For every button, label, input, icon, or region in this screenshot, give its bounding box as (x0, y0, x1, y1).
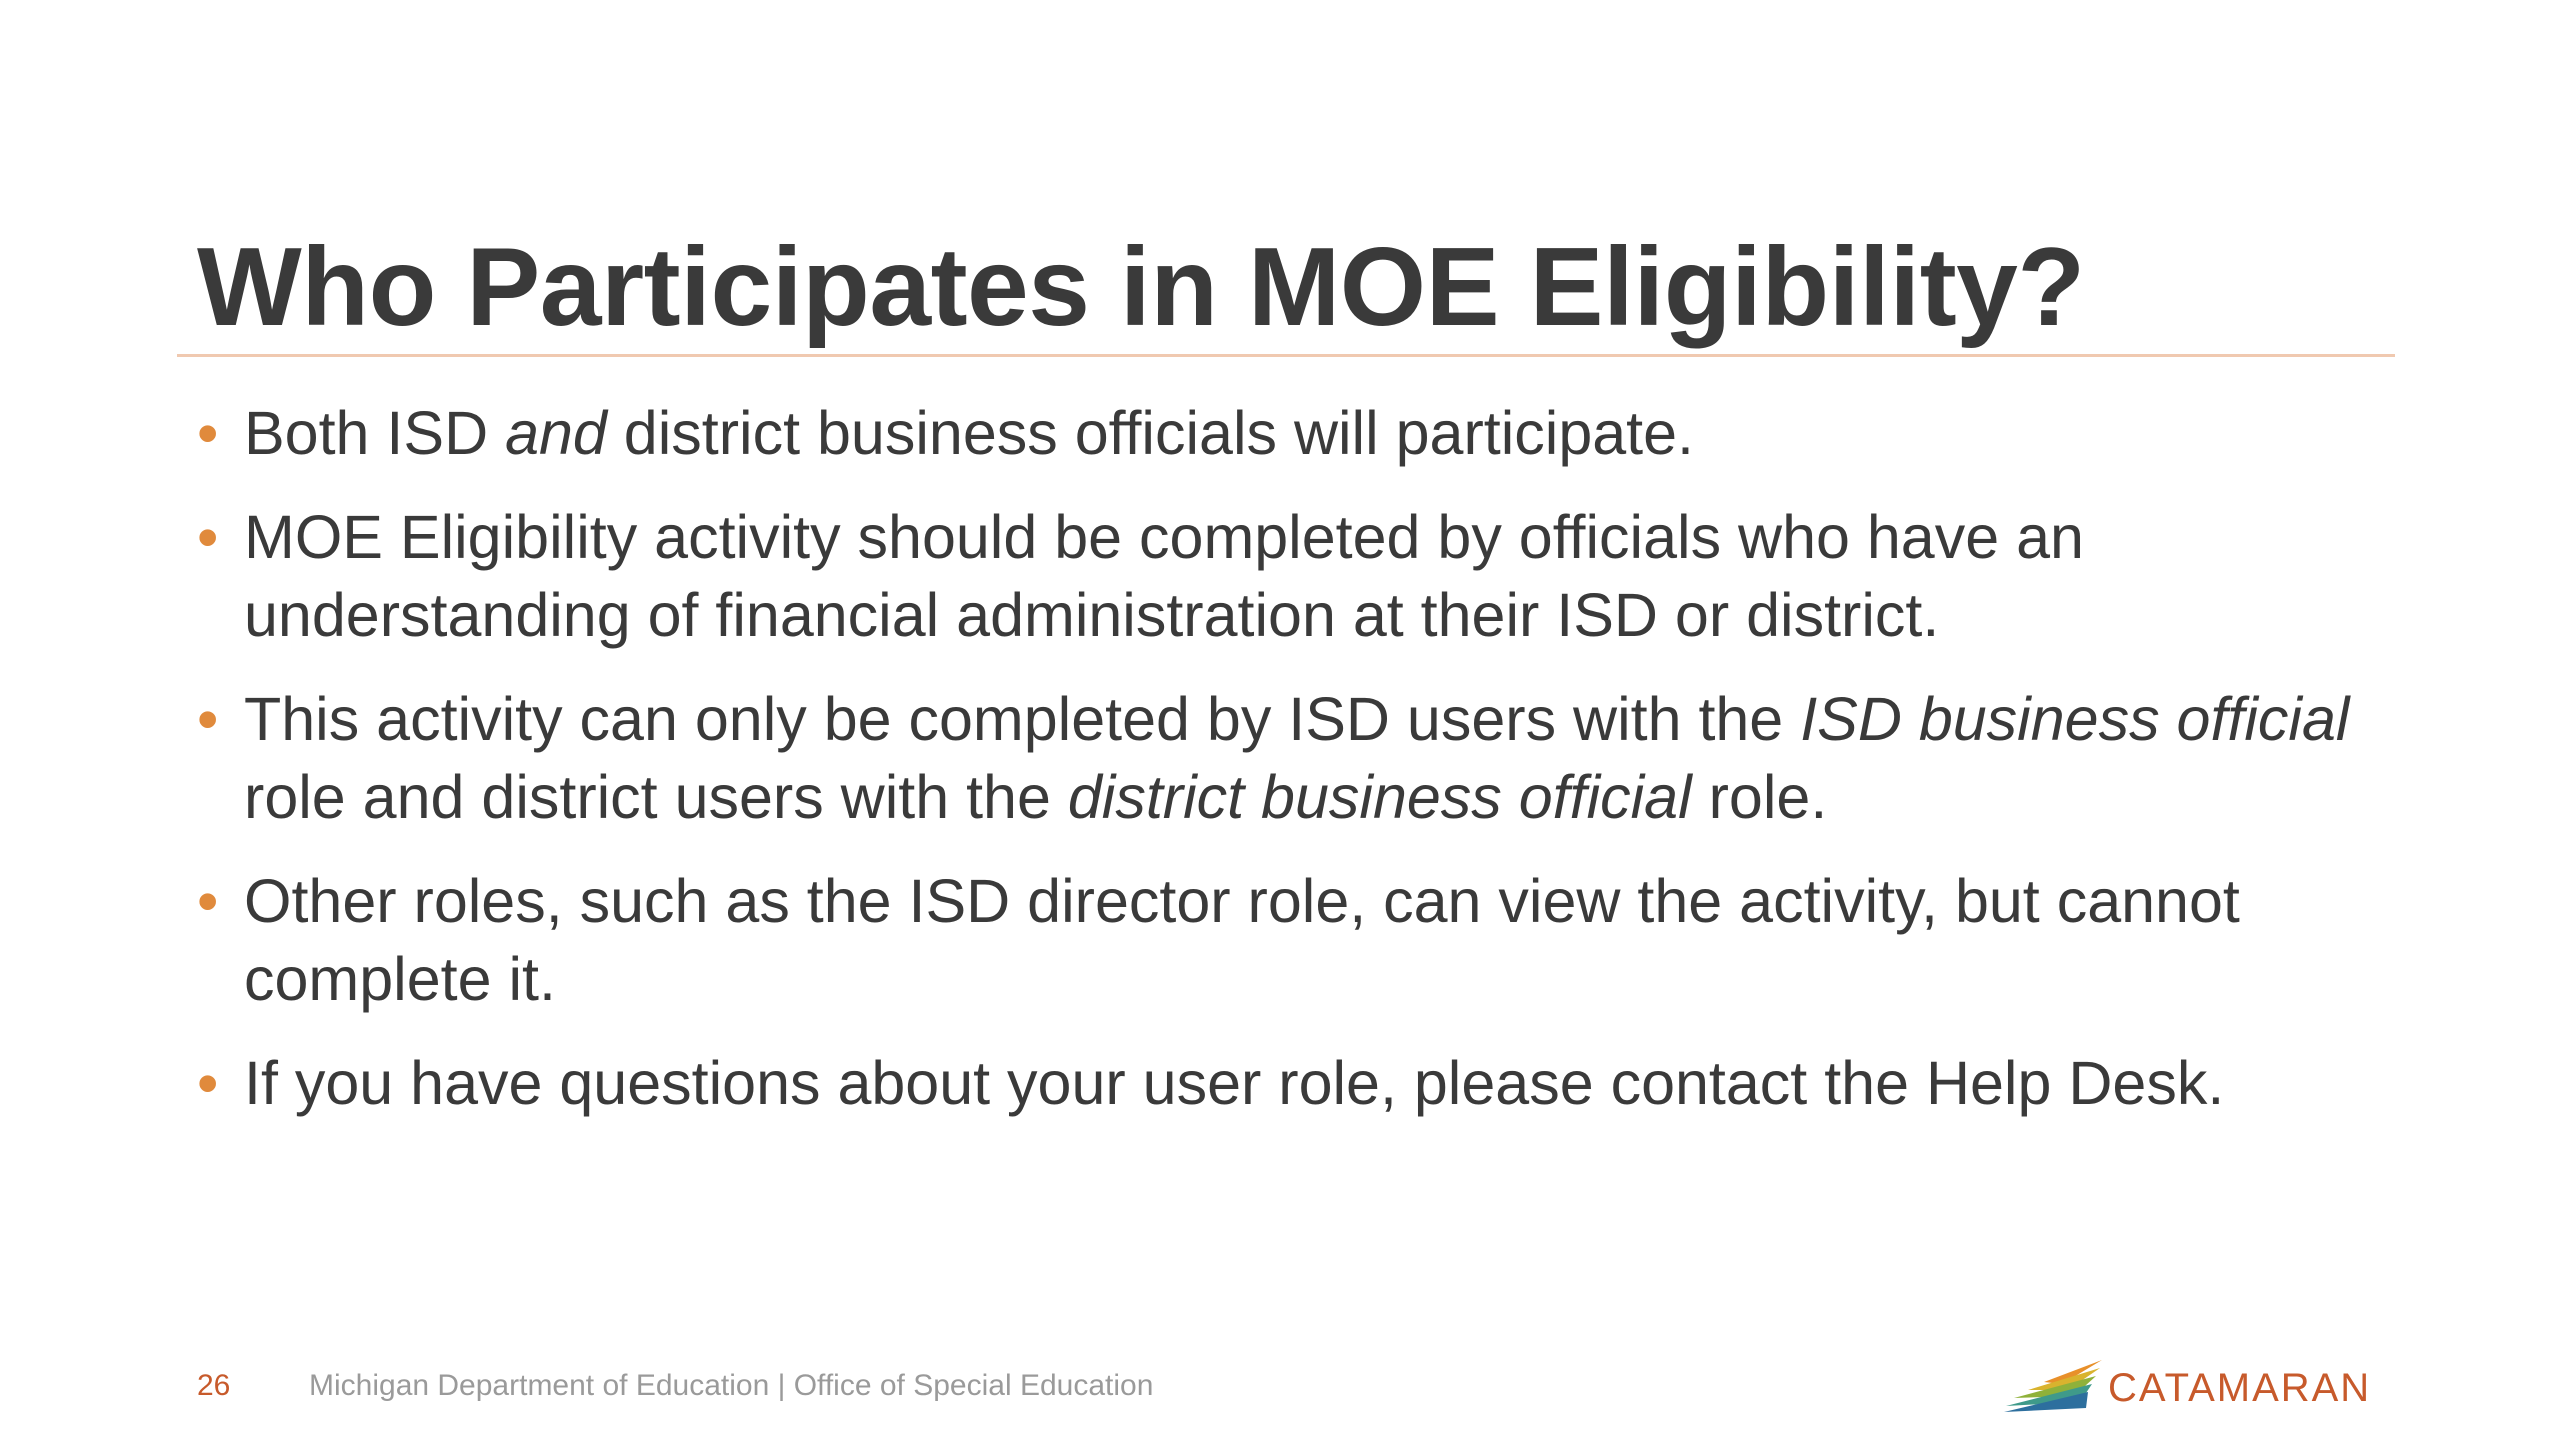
bullet-text: If you have questions about your user role, please contact the Help Desk. (244, 1049, 2225, 1117)
page-number: 26 (197, 1369, 231, 1402)
bullet-text: role. (1691, 763, 1828, 831)
bullet-text: role and district users with the (244, 763, 1068, 831)
title-divider (177, 354, 2395, 357)
bullet-text: Both ISD (244, 399, 506, 467)
bullet-text: This activity can only be completed by ISD users with the (244, 685, 1801, 753)
bullet-dot-icon: • (197, 685, 219, 753)
bullet-text-italic: ISD business official (1800, 685, 2350, 753)
bullet-dot-icon: • (197, 867, 219, 935)
footer-org-text: Michigan Department of Education | Office of Special Education (309, 1369, 1154, 1402)
logo-wordmark: CATAMARAN (2108, 1366, 2372, 1410)
bullet-dot-icon: • (197, 399, 219, 467)
bullet-text: MOE Eligibility activity should be completed by officials who have an understanding of financial administration at their ISD or district. (244, 503, 2084, 649)
bullet-item (197, 394, 2397, 472)
bullet-item (197, 1044, 2397, 1122)
catamaran-logo (2004, 1356, 2396, 1416)
bullet-dot-icon: • (197, 503, 219, 571)
bullet-text-italic: district business official (1067, 763, 1692, 831)
bullet-item (197, 498, 2397, 654)
bullet-item (197, 680, 2397, 836)
catamaran-sail-icon (2004, 1356, 2104, 1416)
bullet-item (197, 862, 2397, 1018)
bullet-text-italic: and (505, 399, 607, 467)
bullet-text: district business officials will participate. (606, 399, 1694, 467)
bullet-dot-icon: • (197, 1049, 219, 1117)
slide-title: Who Participates in MOE Eligibility? (197, 225, 2085, 349)
bullet-text: Other roles, such as the ISD director role, can view the activity, but cannot complete it. (244, 867, 2240, 1013)
bullet-list (197, 394, 2397, 1148)
